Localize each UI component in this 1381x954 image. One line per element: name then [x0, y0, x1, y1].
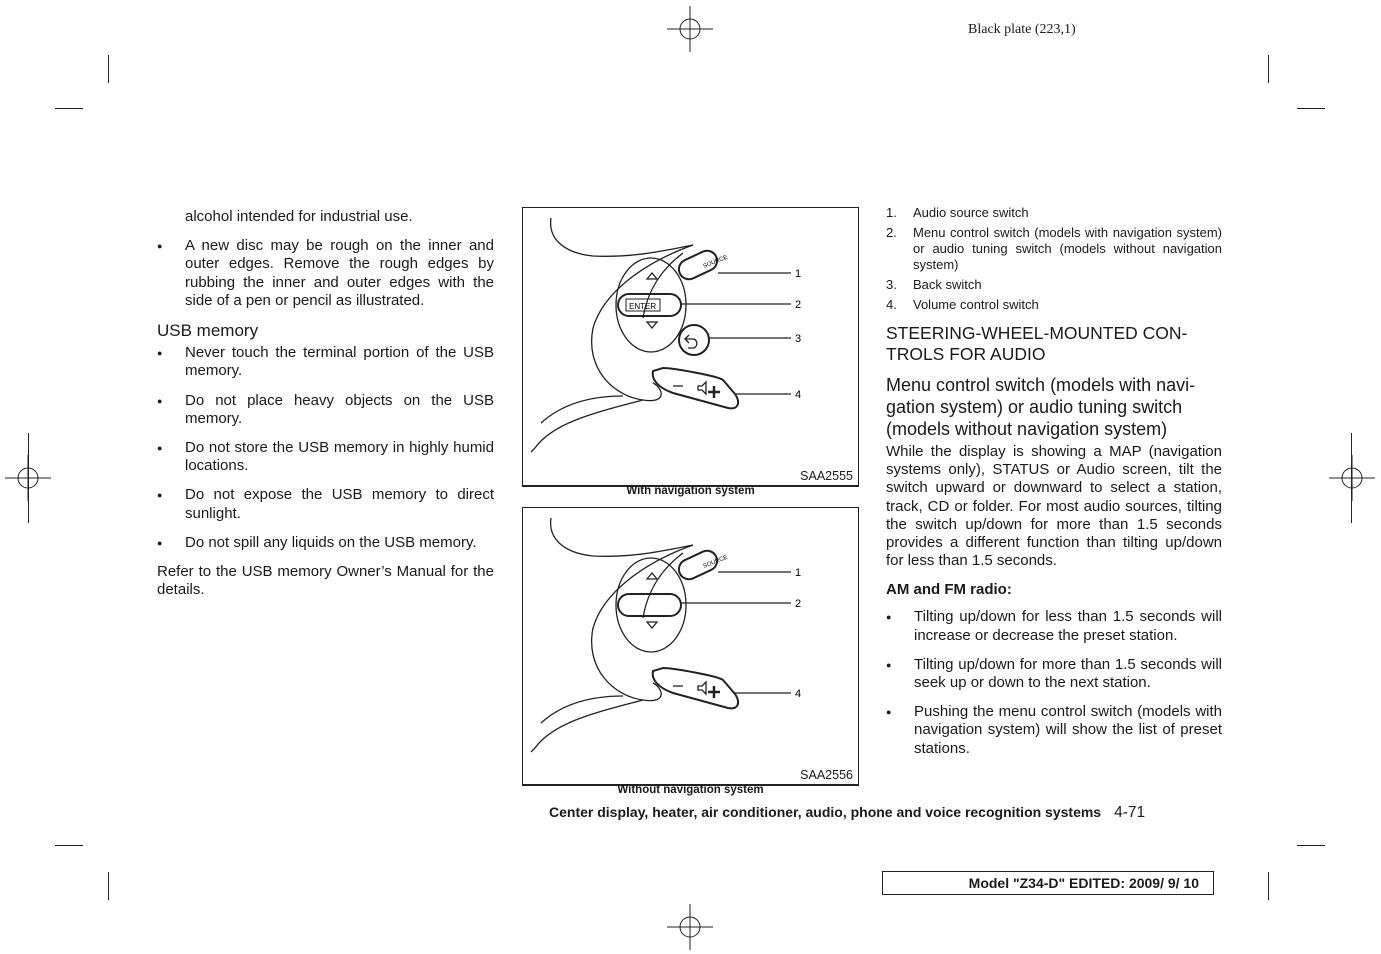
am-fm-bullet: ● Tilting up/down for less than 1.5 seconds will increase or decrease the preset station.: [886, 608, 1222, 644]
plate-label: Black plate (223,1): [968, 22, 1076, 37]
figure-caption: With navigation system: [626, 485, 755, 497]
callout-2: 2: [795, 299, 802, 311]
figure-with-navigation: [522, 207, 859, 487]
source-button-label: SOURCE: [702, 254, 729, 270]
menu-control-heading: Menu control switch (models with navi-gation system) or audio tuning switch (models without navigation system): [886, 375, 1196, 439]
numbered-list: [886, 205, 1222, 313]
figure-code: SAA2556: [800, 768, 853, 782]
callout-1: 1: [795, 567, 802, 579]
disc-bullet: ● A new disc may be rough on the inner and outer edges. Remove the rough edges by rubbing the inner and outer edges with the side of a pen or pencil as illustrated.: [157, 237, 494, 310]
figure-caption: Without navigation system: [617, 784, 764, 796]
callout-4: 4: [795, 389, 802, 401]
list-item: 4. Volume control switch: [886, 297, 1039, 312]
page-footer: [549, 804, 1145, 822]
am-fm-bullet: ● Pushing the menu control switch (models with navigation system) will show the list of preset stations.: [886, 703, 1222, 758]
intro-continuation: alcohol intended for industrial use.: [185, 208, 413, 225]
enter-button-label: ENTER: [629, 302, 657, 311]
menu-control-paragraph: While the display is showing a MAP (navigation systems only), STATUS or Audio screen, tilt the switch upward or downward to select a station, track, CD or folder. For most audio sources, tilting the switch up/down for more than 1.5 seconds provides a different function than tilting up/down for less than 1.5 seconds.: [886, 443, 1222, 570]
usb-bullet: ● Never touch the terminal portion of the USB memory.: [157, 344, 494, 380]
am-fm-heading: AM and FM radio:: [886, 581, 1012, 599]
list-item: 2. Menu control switch (models with navigation system) or audio tuning switch (models without navigation system): [886, 225, 1222, 272]
usb-memory-heading: USB memory: [157, 321, 259, 341]
callout-1: 1: [795, 268, 802, 280]
registration-mark-bottom: [667, 904, 713, 950]
am-fm-bullet: ● Tilting up/down for more than 1.5 seconds will seek up or down to the next station.: [886, 656, 1222, 692]
list-item: 3. Back switch: [886, 277, 982, 292]
steering-controls-illustration: [523, 508, 858, 785]
usb-bullet: ● Do not store the USB memory in highly humid locations.: [157, 439, 494, 475]
callout-4: 4: [795, 688, 802, 700]
list-item: 1. Audio source switch: [886, 205, 1029, 220]
refer-text: Refer to the USB memory Owner’s Manual for the details.: [157, 563, 494, 599]
usb-bullet: ● Do not spill any liquids on the USB memory.: [157, 534, 494, 552]
callout-2: 2: [795, 598, 802, 610]
figure-without-navigation: [522, 507, 859, 786]
model-box: [882, 871, 1214, 895]
registration-mark-right: [1329, 455, 1375, 501]
usb-bullet: ● Do not place heavy objects on the USB memory.: [157, 392, 494, 428]
callout-3: 3: [795, 333, 802, 345]
steering-controls-illustration: [523, 208, 858, 486]
page-number: 4-71: [1114, 804, 1146, 821]
steering-controls-heading: STEERING-WHEEL-MOUNTED CON-TROLS FOR AUDIO: [886, 323, 1188, 364]
usb-bullet: ● Do not expose the USB memory to direct sunlight.: [157, 486, 494, 522]
right-column: [886, 205, 1222, 769]
source-button-label: SOURCE: [702, 554, 729, 570]
figure-code: SAA2555: [800, 469, 853, 483]
registration-mark-top: [667, 6, 713, 52]
left-column: [157, 208, 494, 599]
section-title: Center display, heater, air conditioner, audio, phone and voice recognition systems: [549, 804, 1102, 820]
model-edited-label: Model "Z34-D" EDITED: 2009/ 9/ 10: [968, 875, 1199, 891]
